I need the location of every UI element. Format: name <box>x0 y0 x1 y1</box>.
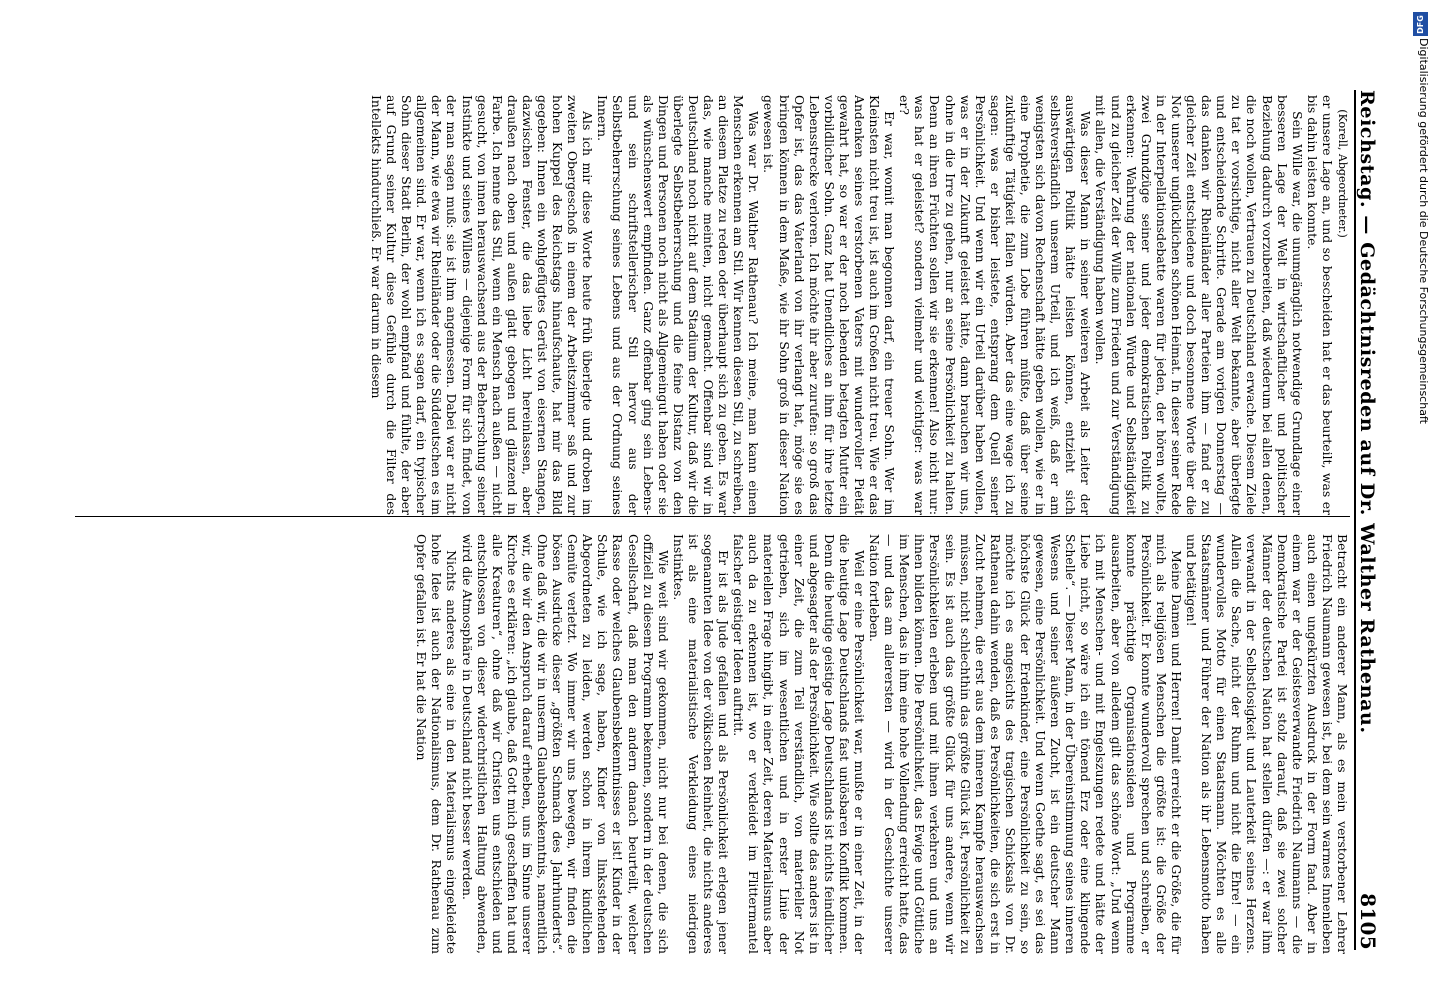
column-divider <box>75 516 1350 517</box>
running-header <box>1354 90 1386 950</box>
paragraph: er unsere Lage an, und so bescheiden hat er das beurteilt, was er bis dahin leisten konnte. <box>1304 95 1335 515</box>
paragraph: Er ist als Jude gefallen und als Persönlichkeit erlegen jener sogenannten Idee von der völkischen Reinheit, die nichts anderes ist als eine materialistische Verkleidung eines niedrigen Instinktes. <box>670 534 732 954</box>
paragraph: Meine Damen und Herren! Damit erreicht er die Größe, die für mich als religiösen Menschen die größte ist: die Größe der Persönlichkeit. Er konnte wundervoll sprechen und schreiben, er konnte prächtige Organisationsideen und Programme ausarbeiten, aber von alledem gilt das schöne Wort: „Und wenn ich mit Menschen- und mit Engelszungen redete und hätte der Liebe nicht, so wäre ich ein tönend Erz oder eine klingende Schelle“. — Dieser Mann, in der Übereinstimmung seines inneren Wesens und seiner äußeren Zucht, ist ein deutscher Mann gewesen, eine Persönlichkeit. Und wenn Goethe sagt, es sei das höchste Glück der Erdenkinder, eine Persönlichkeit zu sein, so möchte ich es angesichts des tragischen Schicksals von Dr. Rathenau dahin wenden, daß es Persönlichkeiten, die sich erst in Zucht nehmen, die erst aus dem inneren Kampfe herauswachsen müssen, nicht schlechthin das größte Glück ist, Persönlichkeit zu sein. Es ist auch das größte Glück für uns andere, wenn wir Persönlichkeiten erleben und mit ihnen verkehren und uns an ihnen bilden können. Die Persönlichkeit, das Ewige und Göttliche im Menschen, das in ihm eine hohe Vollendung erreicht hatte, das — und das am allerersten — wird in der Geschichte unserer Nation fortleben. <box>867 534 1184 954</box>
paragraph: Wie weit sind wir gekommen, nicht nur bei denen, die sich offiziell zu diesem Programm bekennen, sondern in der deutschen Gesellschaft, daß man den andern danach beurteilt, welcher Rasse oder welches Glaubensbekenntnisses er ist! Kinder in der Schule, wie ich sage, haben, Kinder von linksstehenden Abgeordneten zu leiden, werden schon in ihrem kindlichen Gemüte verletzt. Wo immer wir uns bewegen, wir finden die bösen Ausdrücke dieser „größten Schmach des Jahrhunderts“. Ohne daß wir, die wir in unserm Glaubensbekenntnis, namentlich wir, die wir den Anspruch darauf erheben, uns im Sinne unserer Kirche es erklären: „ich glaube, daß Gott mich geschaffen hat und alle Kreaturen“, ohne daß wir Christen uns entschieden und entschlossen von dieser widerchristlichen Haltung abwenden, wird die Atmosphäre in Deutschland nicht besser werden. <box>459 534 671 954</box>
paragraph: Er war, womit man begonnen darf, ein treuer Sohn. Wer im Kleinsten nicht treu ist, ist auch im Großen nicht treu. Wie er das Andenken seines verstorbenen Vaters mit wundervoller Pietät gewahrt hat, so war er der noch lebenden betagten Mutter ein vorbildlicher Sohn. Ganz hat Unendliches an ihm für ihre letzte Lebensstrecke verloren. Ich möchte ihr aber zurufen: so groß das Opfer ist, das das Vaterland von ihr verlangt hat, möge sie es bringen können in dem Maße, wie ihr Sohn groß in dieser Nation gewesen ist. <box>761 95 898 515</box>
paragraph: Als ich mir diese Worte heute früh überlegte und droben im zweiten Obergeschoß in einem der Arbeitszimmer saß und zur hohen Kuppel des Reichstags hinaufschaute, hat mir das Bild gegeben: Innen ein wohlgefügtes Gerüst von eisernen Stangen, dazwischen Fenster, die das liebe Licht hereinlassen, aber draußen nach oben und außen glatt gebogen und glänzend in Farbe. Ich nenne das Stil, wenn ein Mensch nach außen — nicht gesucht, von innen herauswachsend aus der Beherrschung seiner Instinkte und seines Willens — diejenige Form für sich findet, von der man sagen muß: sie ist ihm angemessen. Dabei war er nicht der Mann, wie etwa wir Rheinländer oder die Süddeutschen es im allgemeinen sind. Er war, wenn ich es sagen darf, ein typischer Sohn dieser Stadt Berlin, der wohl empfand und fühlte, der aber auf Grund seiner Kultur diese Gefühle durch die Filter des Intellekts hindurchließ. Er war darum in diesem <box>369 95 596 515</box>
running-title: Reichstag. — Gedächtnisreden auf Dr. Walther Rathenau. <box>1356 90 1378 734</box>
text-column-right <box>75 534 1350 954</box>
dfg-logo-icon <box>1413 12 1428 36</box>
digitization-watermark <box>1410 8 1432 988</box>
paragraph: Was dieser Mann in seiner weiteren Arbeit als Leiter der auswärtigen Politik hätte leisten können, entzieht sich selbstverständlich unserem Urteil, und ich weiß, daß er am wenigsten sich davon Rechenschaft hätte geben wollen, wie er in eine Prophetie, die zum Lobe führen müßte, daß über seine zukünftige Tätigkeit fallen würden. Aber das eine wage ich zu sagen: was er bisher leistete, entsprang dem Quell seiner Persönlichkeit. Und wenn wir ein Urteil darüber haben wollen, was er in der Zukunft geleistet hätte, dann brauchen wir uns, ohne in die Irre zu gehen, nur an seine Persönlichkeit zu halten. Denn an ihren Früchten sollen wir sie erkennen! Also nicht nur: was hat er geleistet? sondern vielmehr und wichtiger: was war er? <box>897 95 1094 515</box>
dfg-logo-text: DFG <box>1416 14 1426 34</box>
paragraph: Weil er eine Persönlichkeit war, mußte er in einer Zeit, in der die heutige Lage Deutschlands fast unlösbaren Konflikt kommen. Denn die heutige geistige Lage Deutschlands ist nichts feindlicher und abgesagter als der Persönlichkeit. Wie sollte das anders ist in einer Zeit, die zum Teil verständlich, von materieller Not getrieben, sich im wesentlichen und in erster Linie der materiellen Frage hingibt, in einer Zeit, deren Materialismus aber auch da zu erkennen ist, wo er verkleidet im Flittermantel falscher geistiger Ideen auftritt. <box>731 534 867 954</box>
speaker-marker: (Korell, Abgeordneter.) <box>1336 109 1349 238</box>
paragraph: Was war Dr. Walther Rathenau? Ich meine, man kann einen Menschen erkennen am Stil. Wir kennen diesen Stil, zu schreiben, an diesem Platze zu reden oder überhaupt sich zu geben. Es war das, wie manche meinten, nicht gemacht. Offenbar sind wir in Deutschland noch nicht auf dem Stadium der Kultur, daß wir die überlegte Selbstbeherrschung und die feine Distanz von den Dingen und Personen noch nicht als Allgemeingut haben oder sie als wünschenswert empfinden. Ganz offenbar ging sein Lebens- und sein schriftstellerischer Stil hervor aus der Selbstbeherrschung seines Lebens und aus der Ordnung seines Innern. <box>595 95 762 515</box>
paragraph: Nichts anderes als eine in den Materialismus eingekleidete hohe Idee ist auch der Nationalismus, dem Dr. Rathenau zum Opfer gefallen ist. Er hat die Nation <box>414 534 460 954</box>
paragraph: Sein Wille war, die unumgänglich notwendige Grundlage einer besseren Lage der Welt in wirtschaftlicher und politischer Beziehung dadurch vorzubereiten, daß wiederum bei allen denen, die noch wollen, Vertrauen zu Deutschland erwache. Diesem Ziele zu tat er vorsichtige, nicht aller Welt bekannte, aber überlegte und entscheidende Schritte. Gerade am vorigen Donnerstag — das danken wir Rheinländer aller Parteien ihm — fand er zu gleicher Zeit entschiedene und doch besonnene Worte über die Not unserer unglücklichen schönen Heimat. In dieser seiner Rede in der Interpellationsdebatte waren für jeden, der hören wollte, zwei Grundzüge seiner und jeder demokratischen Politik zu erkennen: Wahrung der nationalen Würde und Selbständigkeit und zu gleicher Zeit der Wille zum Frieden und zur Verständigung mit allen, die Verständigung haben wollen. <box>1093 95 1305 515</box>
paragraph: Betracht ein anderer Mann, als es mein verstorbener Lehrer Friedrich Naumann gewesen ist, bei dem sein warmes Innenleben auch einen ungekürzten Ausdruck in der Form fand. Aber in einem war er der Geistesverwandte Friedrich Naumanns — die Demokratische Partei ist stolz darauf, daß sie zwei solcher Männer der deutschen Nation hat stellen dürfen —: er war ihm verwandt in der Selbstlosigkeit und Lauterkeit seines Herzens. Allein die Sache, nicht der Ruhm und nicht die Ehre! — ein wundervolles Motto für einen Staatsmann. Möchten es alle Staatsmänner und Führer der Nation als ihr Lebensmotto haben und betätigen! <box>1184 534 1350 954</box>
page-number: 8105 <box>1356 893 1380 950</box>
watermark-text: Digitalisierung gefördert durch die Deutsche Forschungsgemeinschaft <box>1417 38 1430 424</box>
text-column-left <box>75 95 1350 515</box>
